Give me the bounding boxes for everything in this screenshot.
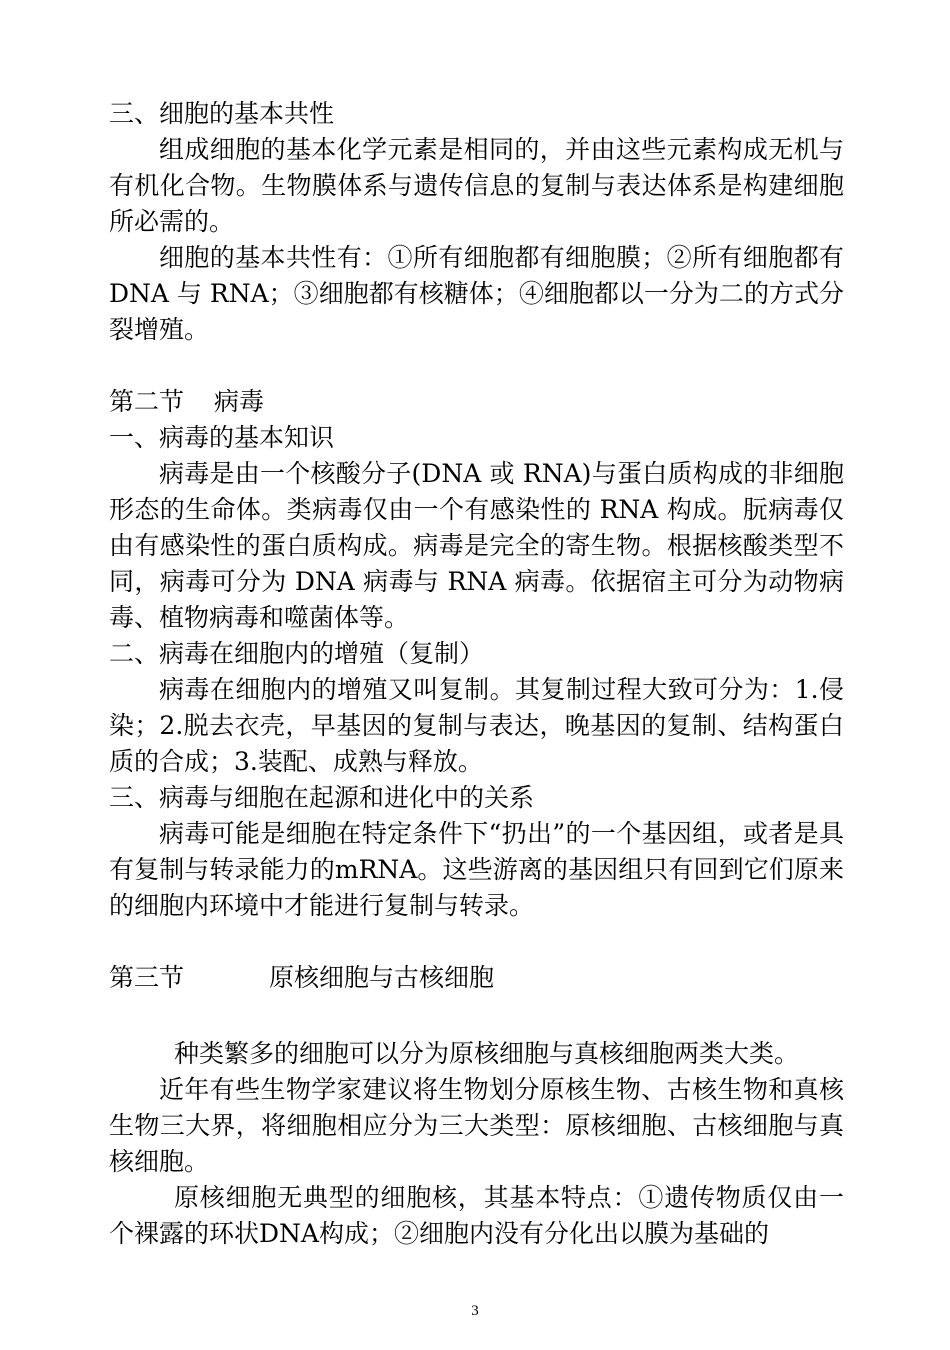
body-paragraph: 细胞的基本共性有：①所有细胞都有细胞膜；②所有细胞都有 DNA 与 RNA；③细胞都有核糖体；④细胞都以一分为二的方式分裂增殖。	[109, 243, 844, 344]
body-paragraph: 病毒可能是细胞在特定条件下“扔出”的一个基因组，或者是具有复制与转录能力的mRNA。这些游离的基因组只有回到它们原来的细胞内环境中才能进行复制与转录。	[109, 819, 844, 920]
section-number: 第二节	[109, 387, 185, 416]
chapter-section-title	[109, 384, 844, 420]
section-heading: 三、病毒与细胞在起源和进化中的关系	[109, 783, 535, 812]
section-heading: 三、细胞的基本共性	[109, 99, 335, 128]
section-heading: 一、病毒的基本知识	[109, 423, 335, 452]
section-heading: 二、病毒在细胞内的增殖（复制）	[109, 639, 485, 668]
page-number: 3	[471, 1303, 479, 1319]
body-paragraph: 组成细胞的基本化学元素是相同的，并由这些元素构成无机与有机化合物。生物膜体系与遗传信息的复制与表达体系是构建细胞所必需的。	[109, 135, 844, 236]
spacer	[109, 348, 844, 384]
chapter-section-title	[109, 960, 844, 996]
body-paragraph: 病毒在细胞内的增殖又叫复制。其复制过程大致可分为：1.侵染；2.脱去衣壳，早基因的复制与表达，晚基因的复制、结构蛋白质的合成；3.装配、成熟与释放。	[109, 675, 844, 776]
section-number: 第三节	[109, 963, 185, 992]
body-paragraph: 原核细胞无典型的细胞核，其基本特点：①遗传物质仅由一个裸露的环状DNA构成；②细胞内没有分化出以膜为基础的	[109, 1183, 844, 1248]
section-name: 病毒	[214, 387, 265, 416]
section-name: 原核细胞与古核细胞	[269, 963, 495, 992]
spacer	[109, 924, 844, 960]
body-paragraph: 病毒是由一个核酸分子(DNA 或 RNA)与蛋白质构成的非细胞形态的生命体。类病毒仅由一个有感染性的 RNA 构成。朊病毒仅由有感染性的蛋白质构成。病毒是完全的寄生物。根据核酸类型不同，病毒可分为 DNA 病毒与 RNA 病毒。依据宿主可分为动物病毒、植物病毒和噬菌体等。	[109, 459, 844, 632]
spacer	[109, 996, 844, 1036]
body-paragraph: 近年有些生物学家建议将生物划分原核生物、古核生物和真核生物三大界，将细胞相应分为三大类型：原核细胞、古核细胞与真核细胞。	[109, 1075, 844, 1176]
body-paragraph: 种类繁多的细胞可以分为原核细胞与真核细胞两类大类。	[174, 1039, 800, 1068]
document-body	[109, 96, 844, 1252]
